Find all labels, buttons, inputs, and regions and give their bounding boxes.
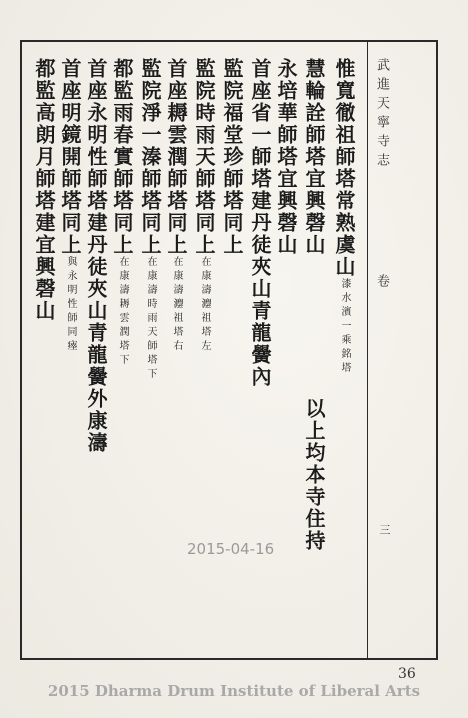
header-section: 卷 [374, 274, 389, 293]
running-header [372, 58, 391, 293]
date-stamp: 2015-04-16 [187, 540, 275, 558]
page-ordinal: 三 [378, 524, 391, 537]
entry-7 [162, 58, 191, 354]
entry-3 [272, 58, 301, 256]
entry-4 [246, 58, 275, 388]
entry-8-text: 監院淨一溱師塔同上 [138, 58, 162, 256]
entry-5-text: 監院福堂珍師塔同上 [220, 58, 244, 256]
entry-5 [218, 58, 247, 256]
entry-9 [108, 58, 137, 368]
entry-6 [190, 58, 219, 354]
entry-1-note: 漆水濱一乘銘塔 [339, 278, 350, 376]
entry-2 [300, 58, 329, 256]
entry-1 [330, 58, 359, 376]
header-title: 武進天寧寺志 [374, 58, 389, 172]
entry-8 [136, 58, 165, 382]
entry-12-text: 都監高朗月師塔建宜興磬山 [32, 58, 56, 322]
entry-2-text: 慧輪詮師塔宜興磬山 [302, 58, 326, 256]
entry-11 [56, 58, 85, 354]
entry-1-text: 惟寬徹祖師塔常熟虞山 [332, 58, 356, 278]
entry-8-note: 在康濤時雨天師塔下 [145, 256, 156, 382]
entry-3-text: 永培華師塔宜興磬山 [274, 58, 298, 256]
entry-9-text: 都監雨春實師塔同上 [110, 58, 134, 256]
margin-rule [367, 40, 368, 660]
entry-7-note: 在康濤灋祖塔右 [171, 256, 182, 354]
watermark: 2015 Dharma Drum Institute of Liberal Arts [47, 682, 421, 700]
entry-11-note: 與永明性師同瘞 [65, 256, 76, 354]
entry-12 [30, 58, 59, 322]
page-number: 36 [398, 666, 416, 682]
entry-9-note: 在康濤耨雲潤塔下 [117, 256, 128, 368]
entry-4-text: 首座省一師塔建丹徒夾山青龍黌內 [248, 58, 272, 388]
entry-6-note: 在康濤灋祖塔左 [199, 256, 210, 354]
entry-10-text: 首座永明性師塔建丹徒夾山青龍黌外康濤 [84, 58, 108, 454]
entry-6-text: 監院時雨天師塔同上 [192, 58, 216, 256]
summary-line: 以上均本寺住持 [302, 398, 326, 552]
entry-10 [82, 58, 111, 454]
entry-7-text: 首座耨雲潤師塔同上 [164, 58, 188, 256]
entry-11-text: 首座明鏡開師塔同上 [58, 58, 82, 256]
